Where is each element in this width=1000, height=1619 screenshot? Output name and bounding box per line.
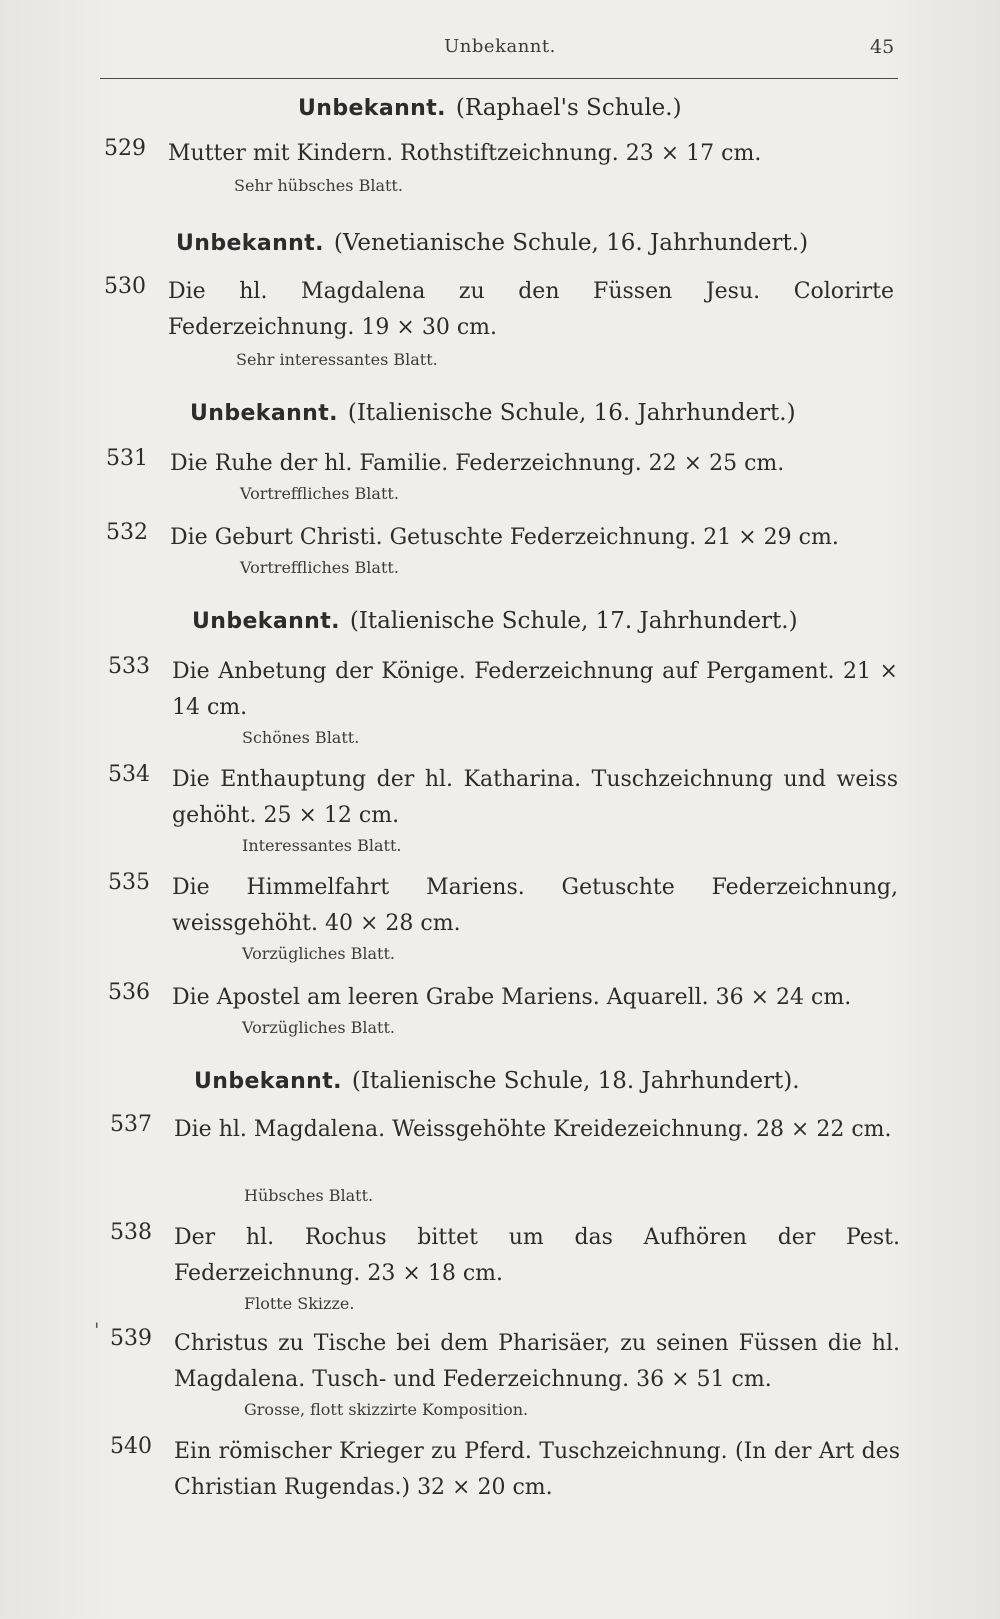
entry-description: Die Apostel am leeren Grabe Mariens. Aquarell. 36 × 24 cm. [172, 985, 852, 1010]
entry-description: Die hl. Magdalena. Weissgehöhte Kreidezeichnung. 28 × 22 cm. [174, 1117, 892, 1142]
entry-number: 539 [110, 1326, 152, 1351]
section-school: (Venetianische Schule, 16. Jahrhundert.) [333, 230, 809, 256]
section-school: (Italienische Schule, 16. Jahrhundert.) [347, 400, 796, 426]
entry-number: 535 [108, 870, 150, 895]
section-artist: Unbekannt. [298, 96, 446, 121]
entry-note: Flotte Skizze. [244, 1294, 355, 1313]
section-school: (Italienische Schule, 17. Jahrhundert.) [349, 608, 798, 634]
entry-number: 529 [104, 136, 146, 161]
entry-note: Schönes Blatt. [242, 728, 360, 747]
entry-description: Die Anbetung der Könige. Federzeichnung auf Pergament. 21 × 14 cm. [172, 659, 898, 720]
entry-number: 532 [106, 520, 148, 545]
entry-note: Sehr interessantes Blatt. [236, 350, 438, 369]
entry-description: Christus zu Tische bei dem Pharisäer, zu seinen Füssen die hl. Magdalena. Tusch- und Federzeichnung. 36 × 51 cm. [174, 1331, 900, 1392]
entry-number: 530 [104, 274, 146, 299]
section-artist: Unbekannt. [190, 401, 338, 426]
entry-number: 533 [108, 654, 150, 679]
entry-description: Die hl. Magdalena zu den Füssen Jesu. Colorirte Federzeichnung. 19 × 30 cm. [168, 279, 894, 340]
entry-note: Vortreffliches Blatt. [240, 558, 399, 577]
section-heading [192, 608, 798, 634]
margin-mark: ' [94, 1318, 100, 1342]
entry-number: 540 [110, 1434, 152, 1459]
section-heading [190, 400, 796, 426]
section-school: (Raphael's Schule.) [455, 95, 682, 121]
entry-note: Vortreffliches Blatt. [240, 484, 399, 503]
section-heading [194, 1068, 800, 1094]
section-heading [298, 95, 682, 121]
entry-note: Sehr hübsches Blatt. [234, 176, 403, 195]
entry-number: 537 [110, 1112, 152, 1137]
entry-number: 536 [108, 980, 150, 1005]
section-school: (Italienische Schule, 18. Jahrhundert). [351, 1068, 800, 1094]
entry-description: Mutter mit Kindern. Rothstiftzeichnung. 23 × 17 cm. [168, 141, 762, 166]
entry-description: Die Ruhe der hl. Familie. Federzeichnung. 22 × 25 cm. [170, 451, 785, 476]
entry-description: Ein römischer Krieger zu Pferd. Tuschzeichnung. (In der Art des Christian Rugendas.) 32 × 20 cm. [174, 1439, 900, 1500]
entry-number: 538 [110, 1220, 152, 1245]
entry-description: Die Himmelfahrt Mariens. Getuschte Federzeichnung, weissgehöht. 40 × 28 cm. [172, 875, 898, 936]
entry-number: 531 [106, 446, 148, 471]
entry-note: Hübsches Blatt. [244, 1186, 374, 1205]
section-artist: Unbekannt. [176, 231, 324, 256]
header-rule [100, 78, 898, 79]
section-artist: Unbekannt. [192, 609, 340, 634]
entry-note: Interessantes Blatt. [242, 836, 402, 855]
page-number: 45 [870, 36, 895, 58]
entry-description: Die Geburt Christi. Getuschte Federzeichnung. 21 × 29 cm. [170, 525, 839, 550]
entry-note: Vorzügliches Blatt. [242, 1018, 395, 1037]
entry-note: Vorzügliches Blatt. [242, 944, 395, 963]
entry-number: 534 [108, 762, 150, 787]
running-title: Unbekannt. [444, 36, 556, 57]
entry-note: Grosse, flott skizzirte Komposition. [244, 1400, 529, 1419]
entry-description: Der hl. Rochus bittet um das Aufhören der Pest. Federzeichnung. 23 × 18 cm. [174, 1225, 900, 1286]
entry-description: Die Enthauptung der hl. Katharina. Tuschzeichnung und weiss gehöht. 25 × 12 cm. [172, 767, 898, 828]
section-heading [176, 230, 808, 256]
section-artist: Unbekannt. [194, 1069, 342, 1094]
